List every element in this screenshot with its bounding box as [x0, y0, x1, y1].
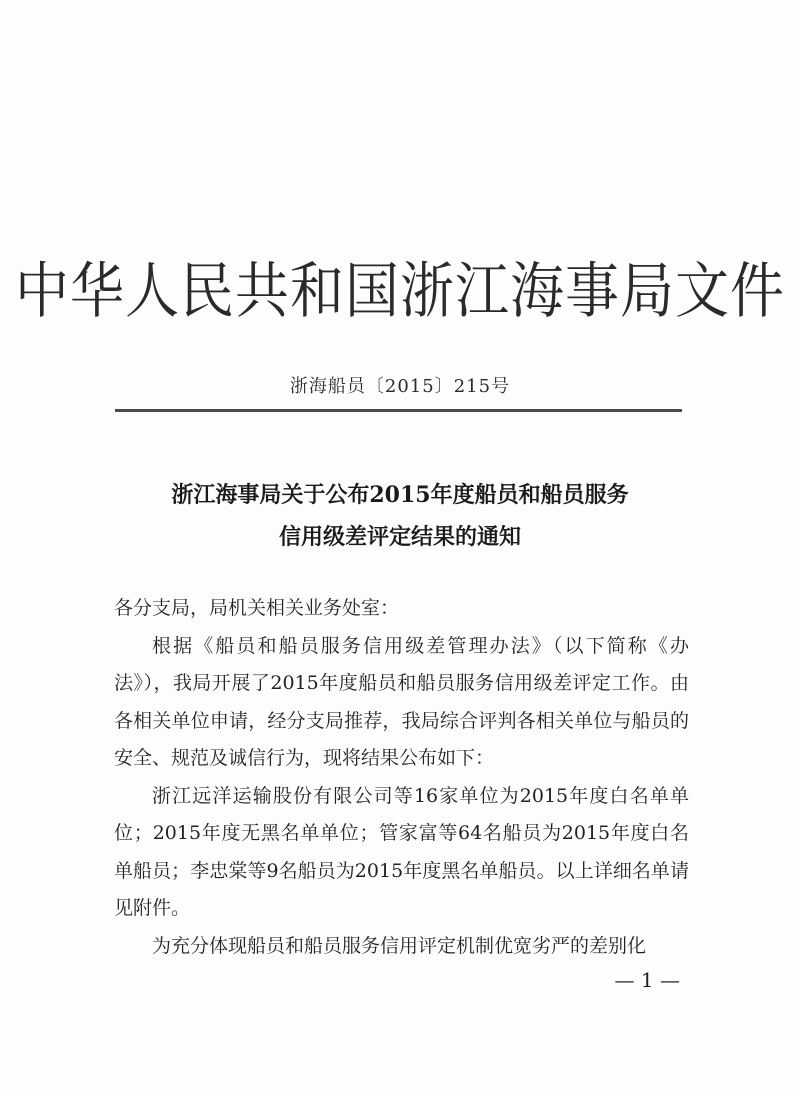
notice-title	[0, 474, 800, 558]
salutation: 各分支局，局机关相关业务处室：	[114, 597, 400, 619]
document-number: 浙海船员〔2015〕215号	[289, 376, 511, 397]
body-paragraph: 为充分体现船员和船员服务信用评定机制优宽劣严的差别化	[152, 934, 647, 957]
notice-title-line-2: 信用级差评定结果的通知	[278, 524, 521, 550]
notice-body	[114, 590, 689, 965]
body-paragraph: 根据《船员和船员服务信用级差管理办法》（以下简称《办法》），我局开展了2015年度船员和船员服务信用级差评定工作。由各相关单位申请，经分支局推荐，我局综合评判各相关单位与船员的安全、规范及诚信行为，现将结果公布如下：	[114, 634, 689, 769]
page-number: — 1 —	[614, 968, 680, 992]
issuer-heading: 中华人民共和国浙江海事局文件	[15, 255, 785, 327]
body-paragraph: 浙江远洋运输股份有限公司等16家单位为2015年度白名单单位；2015年度无黑名单单位；管家富等64名船员为2015年度白名单船员；李忠棠等9名船员为2015年度黑名单船员。以上详细名单请见附件。	[114, 784, 689, 919]
notice-title-line-1: 浙江海事局关于公布2015年度船员和船员服务	[171, 482, 629, 508]
header-divider	[115, 409, 682, 412]
